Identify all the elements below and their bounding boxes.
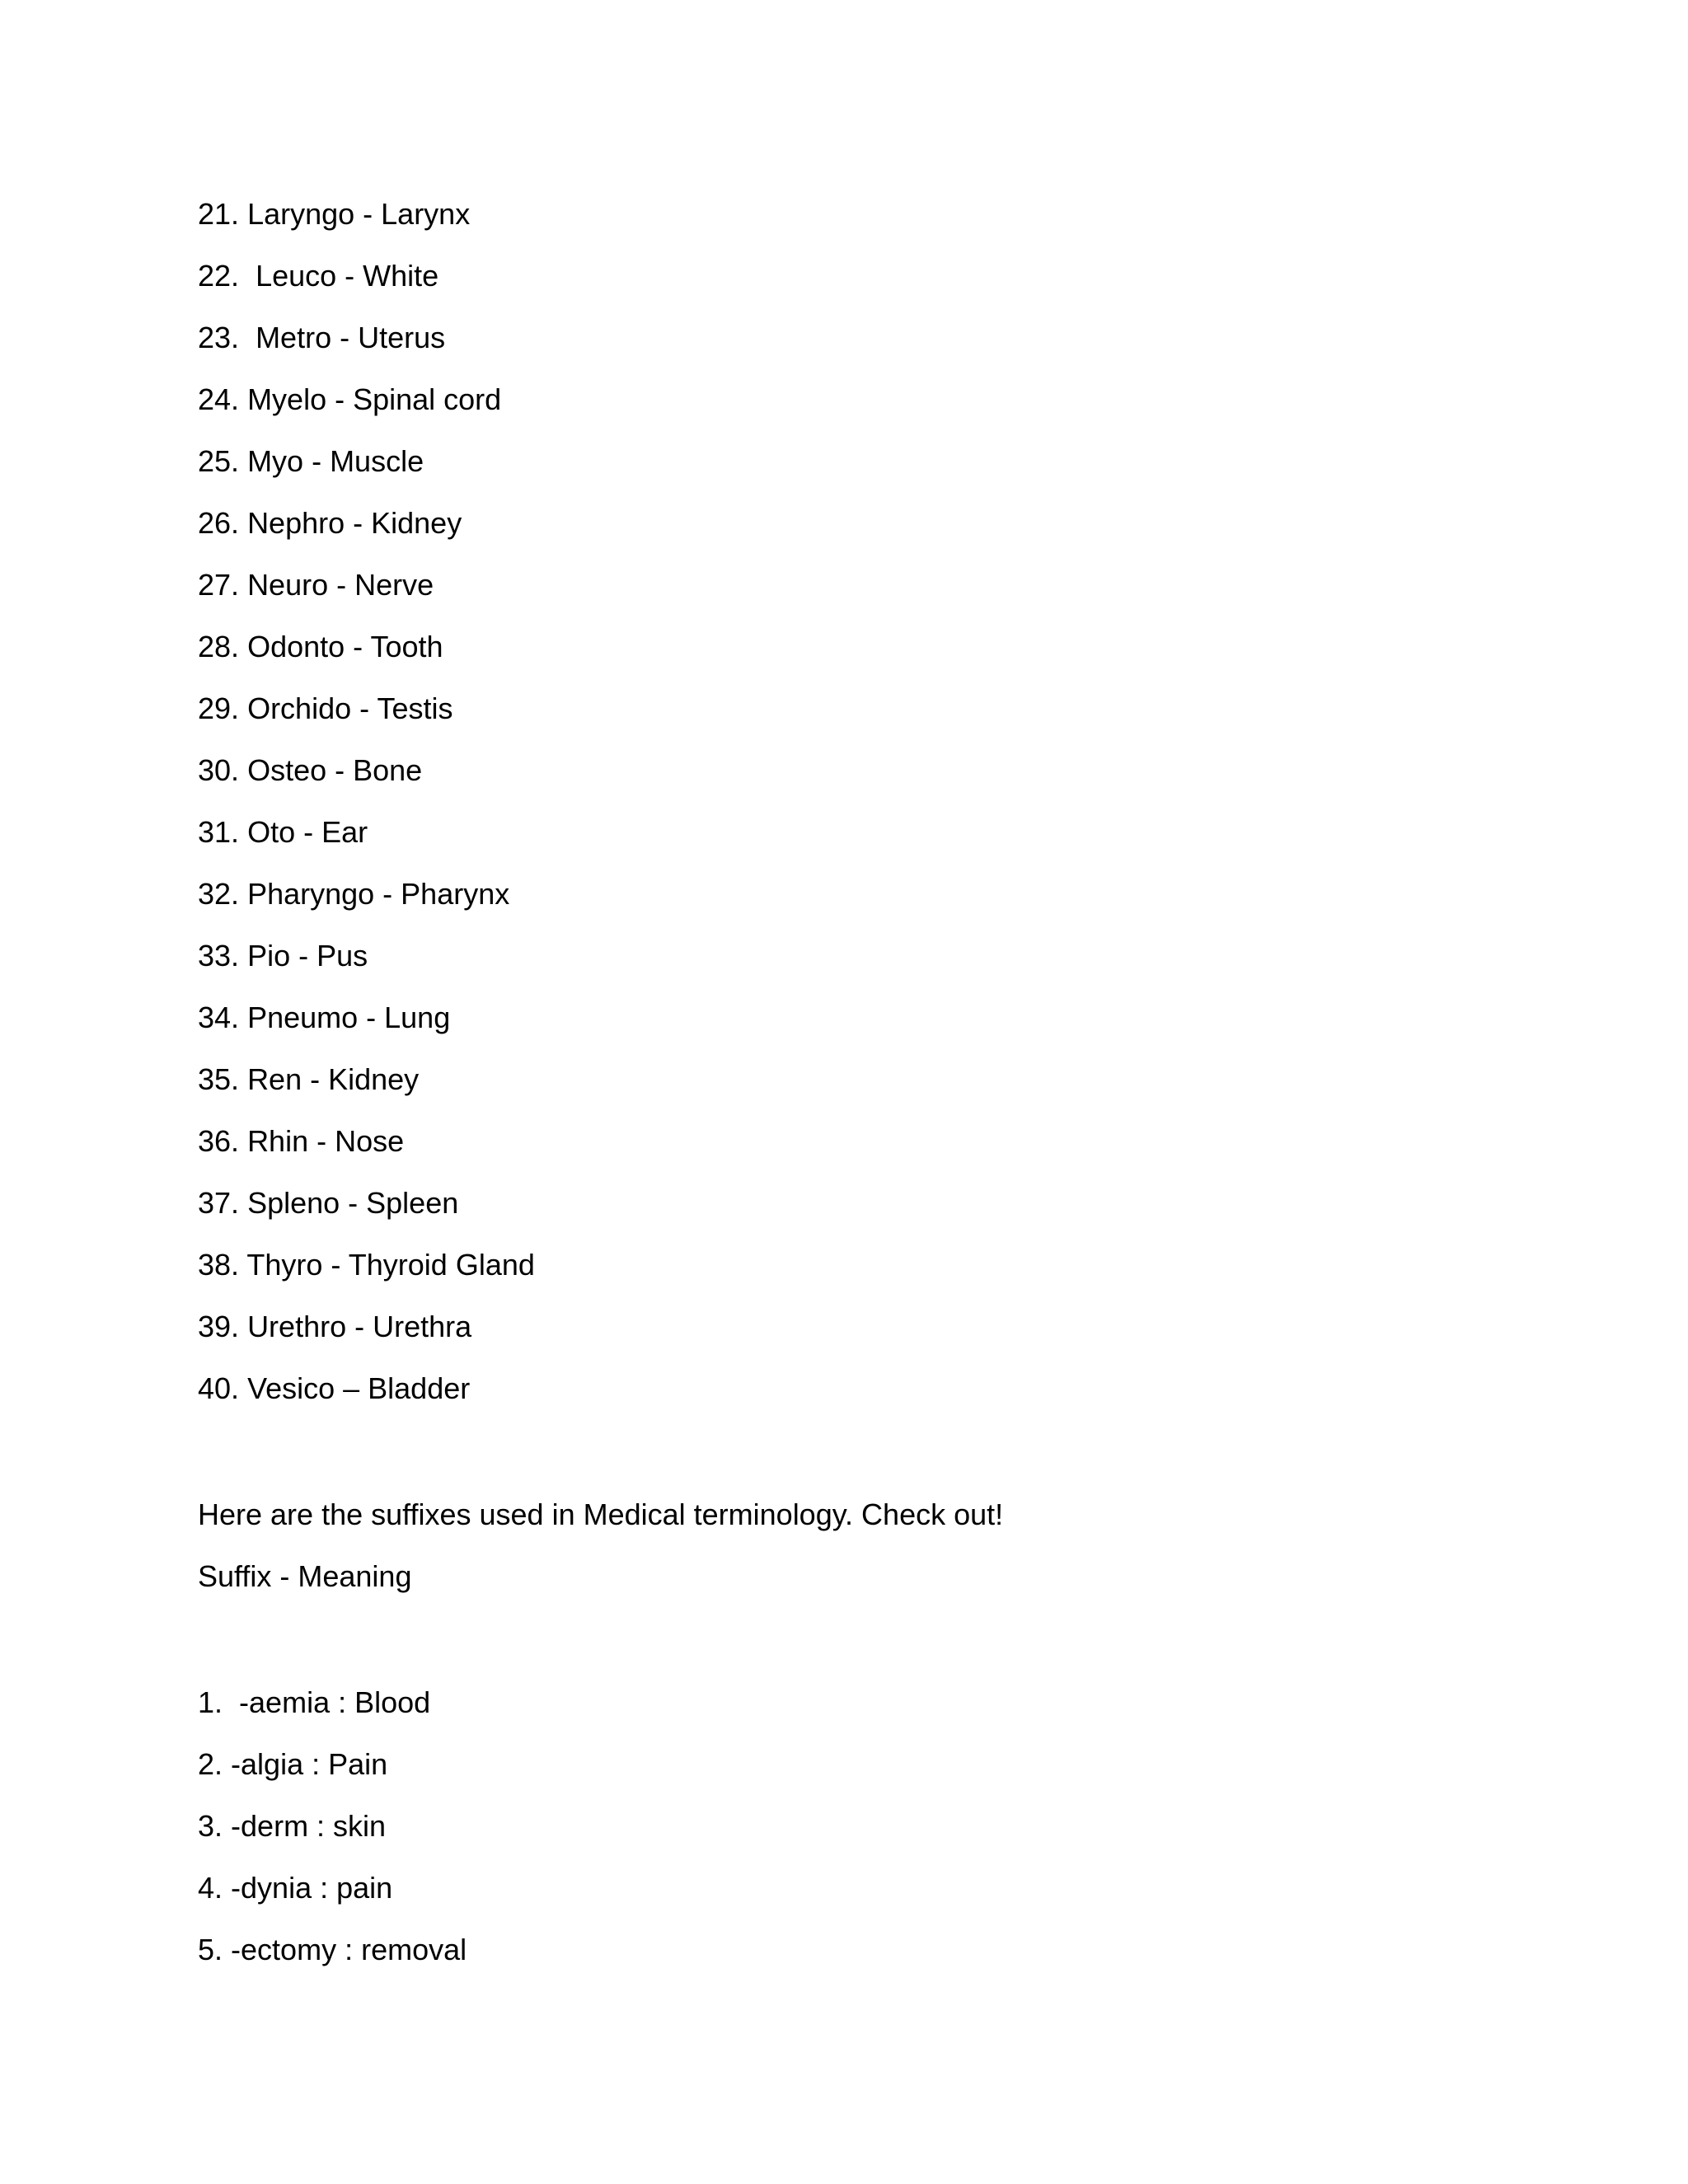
section-spacer [198, 1620, 1517, 1685]
list-item: 25. Myo - Muscle [198, 444, 424, 478]
section-spacer [198, 1432, 1517, 1497]
list-item: 3. -derm : skin [198, 1809, 387, 1843]
document-page [198, 196, 1517, 1994]
list-item: 24. Myelo - Spinal cord [198, 382, 502, 416]
list-item: 1. -aemia : Blood [198, 1685, 431, 1719]
list-item: 36. Rhin - Nose [198, 1124, 405, 1158]
list-item: 30. Osteo - Bone [198, 753, 423, 787]
list-item: 27. Neuro - Nerve [198, 568, 434, 602]
list-item: 26. Nephro - Kidney [198, 506, 462, 540]
list-item: 29. Orchido - Testis [198, 691, 453, 725]
list-item: 33. Pio - Pus [198, 939, 368, 972]
list-item: 38. Thyro - Thyroid Gland [198, 1248, 535, 1282]
list-item: 31. Oto - Ear [198, 815, 368, 849]
list-item: 37. Spleno - Spleen [198, 1186, 459, 1220]
list-item: 34. Pneumo - Lung [198, 1001, 451, 1034]
prefix-list [198, 196, 1517, 1407]
list-item: 22. Leuco - White [198, 259, 439, 293]
list-item: 32. Pharyngo - Pharynx [198, 877, 510, 911]
list-item: 39. Urethro - Urethra [198, 1310, 472, 1343]
list-item: 21. Laryngo - Larynx [198, 197, 471, 231]
list-item: 5. -ectomy : removal [198, 1933, 467, 1966]
suffix-intro-text: Here are the suffixes used in Medical terminology. Check out! [198, 1497, 1004, 1531]
list-item: 2. -algia : Pain [198, 1747, 388, 1781]
list-item: 40. Vesico – Bladder [198, 1371, 471, 1405]
suffix-table-heading: Suffix - Meaning [198, 1559, 412, 1593]
list-item: 35. Ren - Kidney [198, 1062, 420, 1096]
suffix-list [198, 1685, 1517, 1968]
list-item: 28. Odonto - Tooth [198, 630, 443, 663]
list-item: 4. -dynia : pain [198, 1871, 393, 1905]
list-item: 23. Metro - Uterus [198, 321, 446, 354]
suffix-section [198, 1497, 1517, 1968]
